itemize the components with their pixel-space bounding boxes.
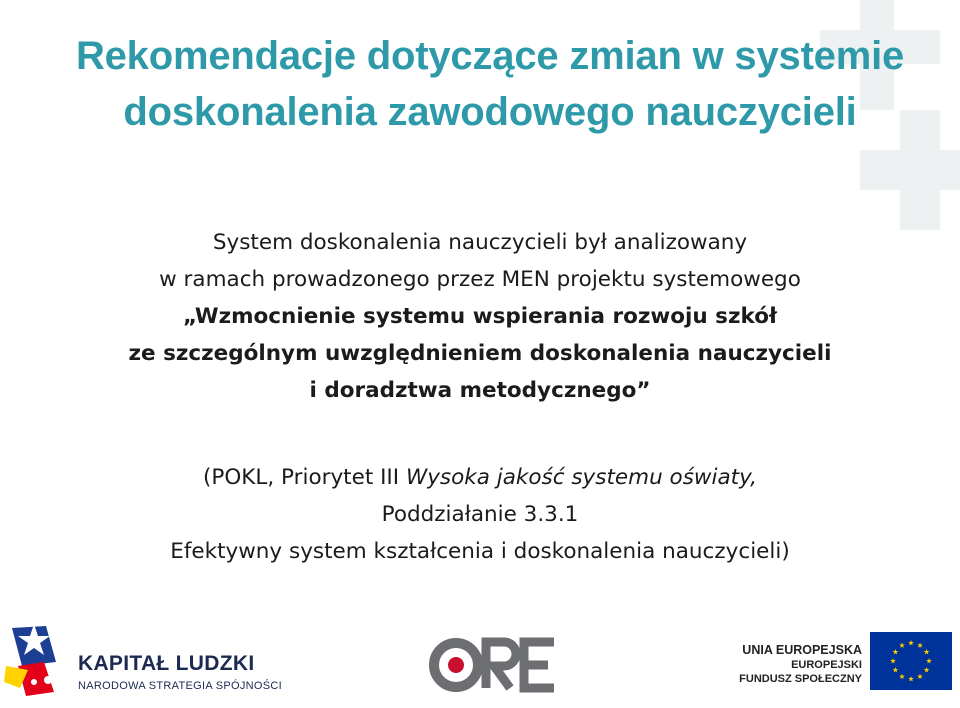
pokl-line xyxy=(40,459,920,496)
body-line-1: System doskonalenia nauczycieli był analizowany xyxy=(212,230,748,255)
eu-flag-icon xyxy=(870,632,952,690)
kapital-ludzki-logo-icon xyxy=(4,622,64,700)
pokl-priority-name: Wysoka jakość systemu oświaty, xyxy=(405,465,757,490)
project-name-line-2: ze szczególnym uwzględnieniem doskonalenia nauczycieli xyxy=(128,341,832,366)
title-line-2: doskonalenia zawodowego nauczycieli xyxy=(123,90,857,134)
slide-title xyxy=(40,28,940,140)
footer-logos xyxy=(0,618,960,708)
eu-title: UNIA EUROPEJSKA xyxy=(742,643,862,657)
body-line-2: w ramach prowadzonego przez MEN projektu systemowego xyxy=(159,267,801,292)
pokl-prefix: (POKL, Priorytet III xyxy=(203,465,406,490)
eu-fund-line-1: EUROPEJSKI xyxy=(791,659,862,671)
subaction-line: Poddziałanie 3.3.1 xyxy=(381,502,579,527)
project-name-line-3: i doradztwa metodycznego” xyxy=(309,378,651,403)
kapital-ludzki-subtitle: NARODOWA STRATEGIA SPÓJNOŚCI xyxy=(78,680,282,692)
title-line-1: Rekomendacje dotyczące zmian w systemie xyxy=(75,34,905,78)
project-name-line-1: „Wzmocnienie systemu wspierania rozwoju szkół xyxy=(183,304,777,329)
system-line: Efektywny system kształcenia i doskonalenia nauczycieli) xyxy=(170,539,790,564)
ore-logo-icon xyxy=(428,634,558,696)
eu-fund-line-2: FUNDUSZ SPOŁECZNY xyxy=(739,673,862,685)
eu-fund-text xyxy=(739,642,862,686)
body-text xyxy=(40,224,920,570)
kapital-ludzki-title: KAPITAŁ LUDZKI xyxy=(78,652,255,675)
kapital-ludzki-text xyxy=(78,652,282,693)
